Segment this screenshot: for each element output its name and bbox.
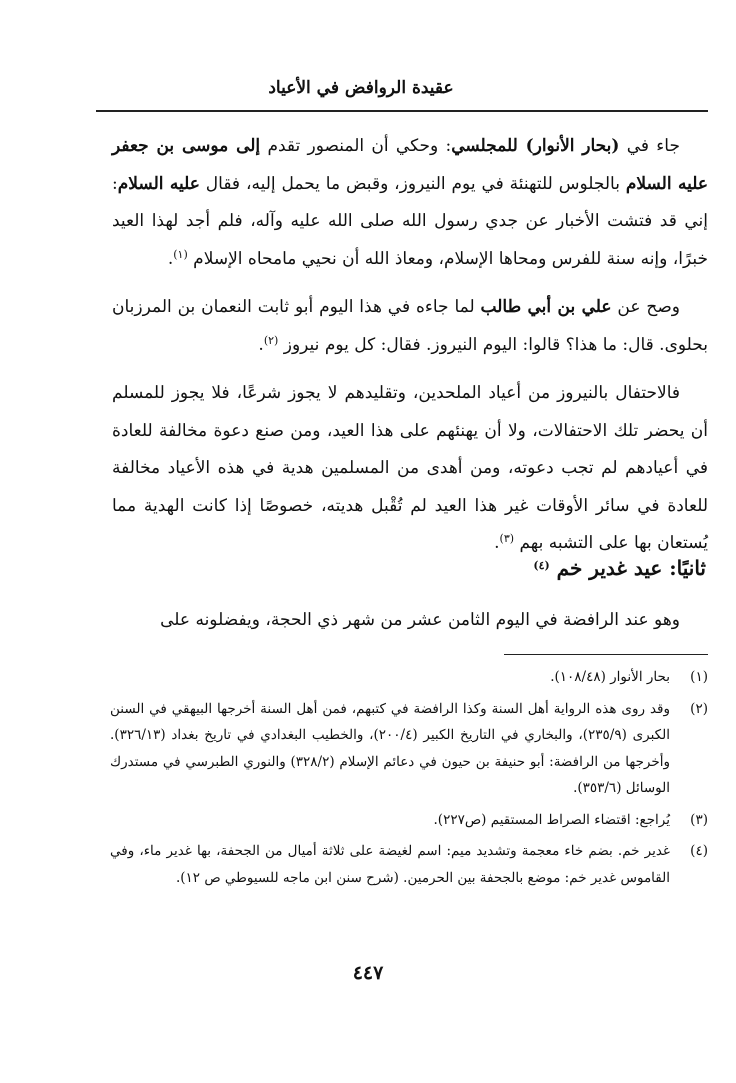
p1-end: . xyxy=(167,248,174,269)
footnote-number: (٣) xyxy=(690,811,708,828)
p3-end: . xyxy=(494,533,500,553)
footnote-2 xyxy=(110,696,708,802)
footnote-text: بحار الأنوار (١٠٨/٤٨). xyxy=(550,669,670,685)
continuation-line: وهو عند الرافضة في اليوم الثامن عشر من شهر ذي الحجة، ويفضلونه على xyxy=(160,610,680,630)
footnotes xyxy=(110,664,708,891)
paragraph-3 xyxy=(112,375,708,563)
footnote-4 xyxy=(110,838,708,891)
p3-text-1: فالاحتفال بالنيروز من أعياد الملحدين، وتقليدهم لا يجوز شرعًا، فلا يجوز للمسلم أن يحضر تلك الاحتفالات، ولا أن يهنئهم على هذا العيد، ومن صنع دعوة مخالفة للعادة في أعيادهم لم تجب دعوته، ومن أهدى من المسلمين هدية في هذه الأعياد مخالفة للعادة في سائر الأوقات غير هذا العيد لم تُقْبل هديته، خصوصًا إذا كانت الهدية مما يُستعان بها على التشبه بهم xyxy=(112,383,708,553)
p2-text-1: وصح عن xyxy=(611,297,681,317)
p1-text-4: : إني قد فتشت الأخبار عن جدي رسول الله صلى الله عليه وآله، فلم أجد لهذا العيد خبرًا، وإنه سنة للفرس ومحاها الإسلام، ومعاذ الله أن نحيي مامحاه الإسلام xyxy=(112,173,708,269)
footnote-text: يُراجع: اقتضاء الصراط المستقيم (ص٢٢٧). xyxy=(433,811,670,828)
p1-bold-source: (بحار الأنوار) للمجلسي xyxy=(451,136,620,156)
section-heading-label: ثانيًا: عيد غدير خم xyxy=(556,556,706,580)
footnote-number: (١) xyxy=(690,669,708,685)
header-divider xyxy=(96,110,708,112)
p1-text-1: جاء في xyxy=(619,136,680,156)
footnote-ref-4[interactable]: (٤) xyxy=(533,559,550,572)
footnote-3 xyxy=(110,807,708,834)
p1-text-3: بالجلوس للتهنئة في يوم النيروز، وقبض ما يحمل إليه، فقال xyxy=(199,173,626,194)
section-heading xyxy=(110,556,706,580)
page-number: ٤٤٧ xyxy=(352,962,384,984)
footnote-text: وقد روى هذه الرواية أهل السنة وكذا الرافضة في كتبهم، فمن أهل السنة أخرجها البيهقي في السنن الكبرى (٢٣٥/٩)، والبخاري في التاريخ الكبير (٢٠٠/٤)، والخطيب البغدادي في تاريخ بغداد (٣٢٦/١٣). وأخرجها من الرافضة: أبو حنيفة بن حيون في دعائم الإسلام (٣٢٨/٢) والنوري الطبرسي في مستدرك الوسائل (٣٥٣/٦). xyxy=(110,700,670,796)
footnote-divider xyxy=(504,654,708,655)
paragraph-1 xyxy=(112,128,708,278)
p1-bold-honorific: عليه السلام xyxy=(117,173,200,194)
main-text xyxy=(112,128,708,563)
footnote-ref-3[interactable]: (٣) xyxy=(499,532,515,545)
running-header: عقيدة الروافض في الأعياد xyxy=(268,78,454,98)
footnote-ref-2[interactable]: (٢) xyxy=(263,333,279,347)
footnote-number: (٤) xyxy=(690,843,708,859)
p1-bold-name: إلى موسى بن جعفر عليه السلام xyxy=(112,136,709,194)
paragraph-2 xyxy=(112,289,708,364)
p2-bold-name: علي بن أبي طالب xyxy=(480,297,612,317)
footnote-number: (٢) xyxy=(690,700,708,717)
p2-text-2: لما جاءه في هذا اليوم أبو ثابت النعمان بن المرزبان بحلوى. قال: ما هذا؟ قالوا: اليوم النيروز. فقال: كل يوم نيروز xyxy=(112,297,708,355)
p2-end: . xyxy=(258,334,264,355)
footnote-ref-1[interactable]: (١) xyxy=(173,247,188,261)
footnote-text: غدير خم. بضم خاء معجمة وتشديد ميم: اسم لغيضة على ثلاثة أميال من الجحفة، بها غدير ماء، وفي القاموس غدير خم: موضع بالجحفة بين الحرمين. (شرح سنن ابن ماجه للسيوطي ص ١٢). xyxy=(110,843,670,886)
p1-text-2: : وحكي أن المنصور تقدم xyxy=(260,136,452,156)
footnote-1 xyxy=(110,664,708,691)
